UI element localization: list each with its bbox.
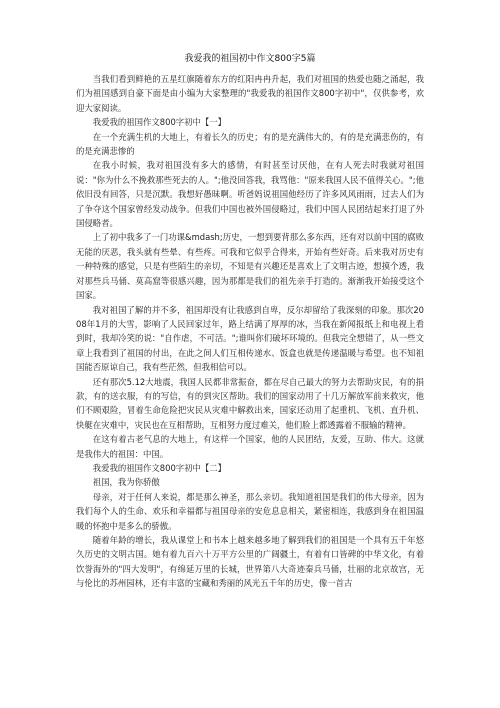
essay-paragraph: 在我小时候，我对祖国没有多大的感情，有时甚至讨厌他，在有人死去时我就对祖国说："你为什么不挽救那些死去的人。";他没回答我，我骂他："原来我国人民不值得关心。";他依旧没有回答，只是沉默。我想好愚昧啊。听爸妈说祖国他经历了许多风风雨雨，过去人们为了争夺这个国家曾经发动战争。但我们中国也被外国侵略过，我们中国人民团结起来打退了外国侵略者。 [76, 160, 424, 229]
essay-paragraph: 上了初中我多了一门功课&mdash;历史，一想到要背那么多东西，还有对以前中国的腐败无能的厌恶，我头就有些晕、有些疼。可我和它似乎合得来，开始有些好奇。后来我对历史有一种特殊的感觉，只是有些陌生的亲切，不知是有兴趣还是喜欢上了文明古迹，想摸个透，我对那些兵马俑、莫高窟等很感兴趣，因为那都是我们的祖先亲手打造的。渐渐我开始接受这个国家。 [76, 232, 424, 301]
essay-paragraph: 在这有着古老气息的大地上，有这样一个国家，他的人民团结，友爱，互助、伟大。这就是我伟大的祖国：中国。 [76, 434, 424, 459]
essay-subtitle: 祖国，我为你骄傲 [92, 477, 160, 488]
document-title: 我爱我的祖国初中作文800字5篇 [184, 54, 316, 64]
essay-paragraph: 母亲，对于任何人来说，都是那么神圣，那么亲切。我知道祖国是我们的伟大母亲，因为我们每个人的生命、欢乐和幸福都与祖国母亲的安危息息相关，紧密相连，我感到身在祖国温暖的怀抱中是多么的骄傲。 [76, 491, 424, 531]
essay-heading: 我爱我的祖国作文800字初中【二】 [92, 462, 227, 473]
essay-paragraph: 随着年龄的增长，我从课堂上和书本上越来越多地了解到我们的祖国是一个具有五千年悠久历史的文明古国。她有着九百六十万平方公里的广阔疆土，有着有口皆碑的中华文化，有着饮誉海外的"四大发明"，有绵延万里的长城，世界第八大奇迹秦兵马俑，壮丽的北京故宫，无与伦比的苏州园林，还有丰富的宝藏和秀丽的风光五千年的历史，像一首古 [76, 535, 424, 589]
essay-paragraph: 我对祖国了解的并不多，祖国却没有让我感到自卑，反尔却留给了我深刻的印象。那次2008年1月的大雪，影响了人民回家过年，路上结满了厚厚的冰，当我在新闻报纸上和电视上看到时，我却冷笑的说："自作虐，不可活。";谁叫你们破坏环境的。但我完全想错了，从一些文章上我看到了祖国的付出，在此之间人们互相传递水、饭盒也就是传递温暖与希望。也不知祖国能否原谅自己，我有些茫然，但我相信可以。 [76, 304, 424, 373]
essay-heading: 我爱我的祖国作文800字初中【一】 [92, 117, 227, 128]
essay-paragraph: 在一个充满生机的大地上，有着长久的历史；有的是充满伟大的，有的是充满悲伤的，有的是充满悲惨的 [76, 131, 424, 157]
intro-paragraph: 当我们看到鲜艳的五星红旗随着东方的红阳冉冉升起，我们对祖国的热爱也随之涌起，我们为祖国感到自豪下面是由小编为大家整理的"我爱我的祖国作文800字初中"，仅供参考，欢迎大家阅读。 [76, 74, 424, 113]
essay-paragraph: 还有那次5.12大地震，我国人民都非常振奋，都在尽自己最大的努力去帮助灾民，有的捐款，有的送衣服，有的写信，有的到灾区帮助。我们的国家动用了十几万解放军前来救灾，他们不顾艰险，冒着生命危险把灾民从灾难中解救出来，国家还动用了起重机、飞机、直升机、快艇在灾难中，灾民也在互相帮助，互相努力度过难关，他们脸上都透露着不服输的精神。 [76, 376, 424, 430]
